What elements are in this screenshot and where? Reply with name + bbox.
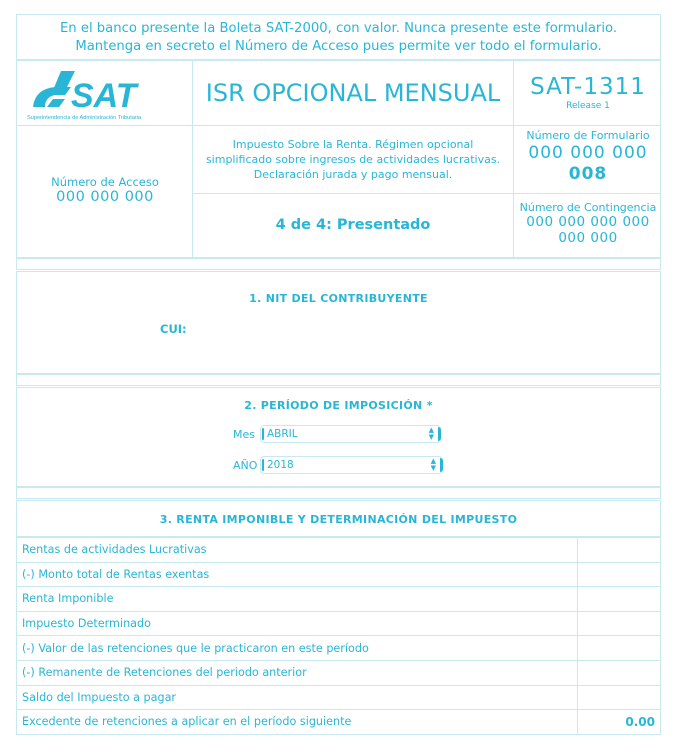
table-row <box>17 538 661 563</box>
form-title: ISR OPCIONAL MENSUAL <box>205 79 501 107</box>
section-nit <box>16 271 661 374</box>
contingency-number-block <box>514 193 662 257</box>
svg-text:SAT: SAT <box>71 77 137 115</box>
section-income <box>16 500 661 537</box>
row-label: Renta Imponible <box>17 587 578 612</box>
row-label: Impuesto Determinado <box>17 611 578 636</box>
row-value <box>578 660 661 685</box>
table-row <box>17 587 661 612</box>
select-arrows-icon: ▲ ▼ <box>428 426 434 441</box>
row-value <box>578 611 661 636</box>
form-number-label: Número de Formulario <box>526 129 650 142</box>
notice-line-2: Mantenga en secreto el Número de Acceso pues permite ver todo el formulario. <box>75 39 602 54</box>
row-label: (-) Remanente de Retenciones del periodo anterior <box>17 660 578 685</box>
svg-text:Superintendencia de Administra: Superintendencia de Administración Tributaria <box>27 115 142 121</box>
row-value <box>578 538 661 563</box>
form-number-value: 000 000 000 <box>528 143 648 163</box>
notice-line-1: En el banco presente la Boleta SAT-2000, con valor. Nunca presente este formulario. <box>59 21 618 36</box>
form-header <box>16 60 661 258</box>
month-label: Mes <box>233 428 255 441</box>
form-number-suffix: 008 <box>568 164 608 184</box>
section-nit-title: 1. NIT DEL CONTRIBUYENTE <box>249 292 428 305</box>
table-row <box>17 685 661 710</box>
form-code-block <box>514 61 662 125</box>
select-arrows-icon: ▲ ▼ <box>430 457 436 472</box>
table-row <box>17 611 661 636</box>
spacer <box>16 258 661 270</box>
form-status: 4 de 4: Presentado <box>275 217 431 233</box>
month-select[interactable] <box>260 425 441 443</box>
access-number-block <box>17 125 193 257</box>
table-row <box>17 710 661 735</box>
row-label: (-) Monto total de Rentas exentas <box>17 562 578 587</box>
access-number-label: Número de Acceso <box>51 175 159 189</box>
month-select-value: ABRIL <box>267 428 298 440</box>
contingency-number-value-2: 000 000 <box>558 230 618 246</box>
contingency-number-value-1: 000 000 000 000 <box>526 214 650 230</box>
row-label: Excedente de retenciones a aplicar en el período siguiente <box>17 710 578 735</box>
section-period-title: 2. PERÍODO DE IMPOSICIÓN * <box>244 399 433 412</box>
cui-label: CUI: <box>160 322 187 336</box>
year-select-value: 2018 <box>267 459 294 471</box>
access-number-value: 000 000 000 <box>56 189 154 205</box>
row-value <box>578 636 661 661</box>
notice-box <box>16 14 661 60</box>
row-value: 0.00 <box>578 710 661 735</box>
table-row <box>17 636 661 661</box>
row-value <box>578 587 661 612</box>
income-table <box>16 537 661 735</box>
form-code: SAT-1311 <box>530 74 646 100</box>
section-period <box>16 387 661 487</box>
row-value <box>578 562 661 587</box>
sat-logo <box>25 67 185 125</box>
spacer <box>16 374 661 386</box>
form-number-block <box>514 125 662 193</box>
spacer <box>16 487 661 499</box>
table-row <box>17 562 661 587</box>
year-label: AÑO <box>233 459 258 472</box>
row-label: Saldo del Impuesto a pagar <box>17 685 578 710</box>
table-row <box>17 660 661 685</box>
row-value <box>578 685 661 710</box>
form-description: Impuesto Sobre la Renta. Régimen opcional simplificado sobre ingresos de actividades lucrativas. Declaración jurada y pago mensual. <box>205 138 501 181</box>
release-label: Release 1 <box>566 101 610 111</box>
contingency-number-label: Número de Contingencia <box>519 201 657 214</box>
section-income-title: 3. RENTA IMPONIBLE Y DETERMINACIÓN DEL IMPUESTO <box>159 513 518 526</box>
row-label: (-) Valor de las retenciones que le practicaron en este período <box>17 636 578 661</box>
row-label: Rentas de actividades Lucrativas <box>17 538 578 563</box>
year-select[interactable] <box>260 456 443 474</box>
